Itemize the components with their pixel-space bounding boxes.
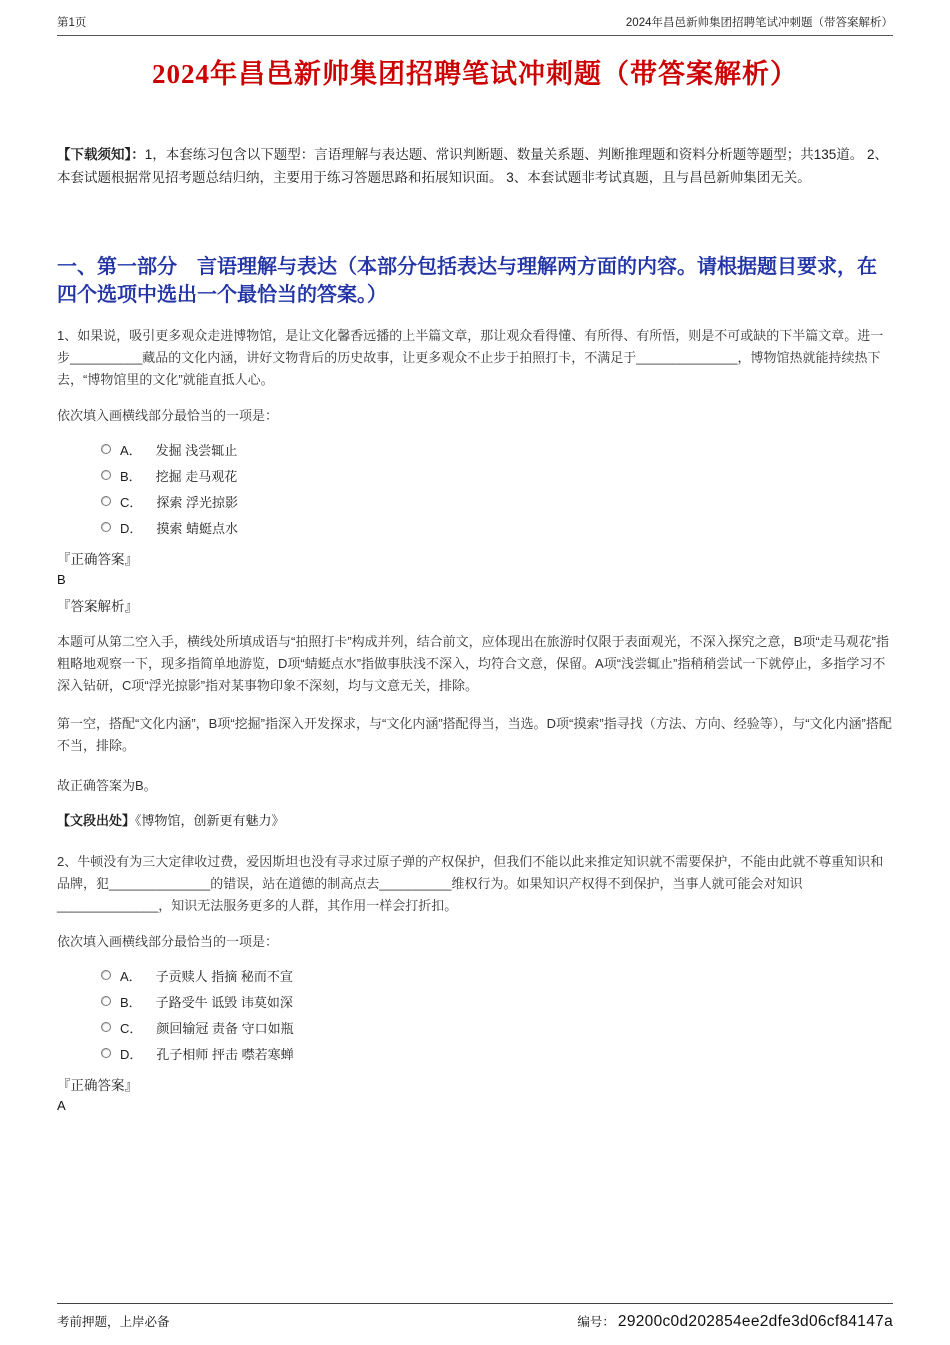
document-title: 2024年昌邑新帅集团招聘笔试冲刺题（带答案解析）	[152, 59, 798, 89]
option-text: 发掘 浅尝辄止	[155, 442, 238, 458]
correct-answer-label: 『正确答案』	[57, 552, 138, 567]
option-list	[57, 962, 893, 1066]
page-number: 第1页	[57, 17, 87, 29]
radio-button[interactable]	[101, 1022, 111, 1032]
option-b	[57, 988, 893, 1014]
question-stem: 1、如果说，吸引更多观众走进博物馆，是让文化馨香远播的上半篇文章，那让观众看得懂、有所得、有所悟，则是不可或缺的下半篇文章。进一步__________藏品的文化内涵，讲好文物背后的历史故事，让更多观众不止步于拍照打卡，不满足于______________，博物馆热就能持续热下去，“博物馆里的文化”就能直抵人心。	[57, 328, 884, 387]
page-header	[57, 0, 893, 36]
footer-code-value: 29200c0d202854ee2dfe3d06cf84147a	[617, 1313, 893, 1330]
option-text: 摸索 蜻蜓点水	[156, 520, 239, 536]
option-d	[57, 1040, 893, 1066]
footer-code	[577, 1312, 893, 1331]
option-d	[57, 514, 893, 540]
option-text: 颜回输冠 责备 守口如瓶	[156, 1020, 294, 1036]
option-a	[57, 436, 893, 462]
source-label: 【文段出处】	[57, 813, 136, 828]
option-letter: A．	[120, 968, 142, 984]
analysis-conclusion: 故正确答案为B。	[57, 778, 157, 793]
question-prompt: 依次填入画横线部分最恰当的一项是：	[57, 934, 279, 949]
header-doc-title: 2024年昌邑新帅集团招聘笔试冲刺题（带答案解析）	[625, 17, 893, 29]
correct-answer-value: A	[57, 1098, 66, 1113]
download-notice-label: 【下载须知】：	[57, 147, 145, 162]
download-notice-body: 1，本套练习包含以下题型：言语理解与表达题、常识判断题、数量关系题、判断推理题和资料分析题等题型；共135道。 2、本套试题根据常见招考题总结归纳，主要用于练习答题思路和拓展知识面。 3、本套试题非考试真题，且与昌邑新帅集团无关。	[57, 147, 889, 185]
radio-button[interactable]	[101, 996, 111, 1006]
option-letter: C．	[120, 494, 143, 510]
footer-slogan: 考前押题，上岸必备	[57, 1315, 170, 1329]
source-line	[57, 810, 893, 829]
radio-button[interactable]	[101, 522, 111, 532]
option-letter: A．	[120, 442, 142, 458]
option-letter: B．	[120, 468, 142, 484]
option-c	[57, 1014, 893, 1040]
correct-answer-value: B	[57, 572, 66, 587]
analysis-paragraph: 第一空，搭配“文化内涵”，B项“挖掘”指深入开发探求，与“文化内涵”搭配得当，当选。D项“摸索”指寻找（方法、方向、经验等），与“文化内涵”搭配不当，排除。	[57, 716, 892, 753]
option-text: 子贡赎人 指摘 秘而不宣	[155, 968, 293, 984]
radio-button[interactable]	[101, 470, 111, 480]
footer-code-label: 编号：	[577, 1315, 615, 1329]
source-text: 《博物馆，创新更有魅力》	[135, 813, 285, 828]
correct-answer-label: 『正确答案』	[57, 1078, 138, 1093]
radio-button[interactable]	[101, 1048, 111, 1058]
radio-button[interactable]	[101, 496, 111, 506]
page-footer	[57, 1303, 893, 1331]
analysis-label: 『答案解析』	[57, 599, 138, 614]
question-2	[57, 851, 893, 1113]
option-list	[57, 436, 893, 540]
option-text: 探索 浮光掠影	[156, 494, 239, 510]
option-b	[57, 462, 893, 488]
section-heading: 一、第一部分 言语理解与表达（本部分包括表达与理解两方面的内容。请根据题目要求，在四个选项中选出一个最恰当的答案。）	[57, 256, 877, 306]
option-letter: C．	[120, 1020, 143, 1036]
option-c	[57, 488, 893, 514]
question-prompt: 依次填入画横线部分最恰当的一项是：	[57, 408, 279, 423]
analysis-paragraph: 本题可从第二空入手，横线处所填成语与“拍照打卡”构成并列，结合前文，应体现出在旅游时仅限于表面观光，不深入探究之意，B项“走马观花”指粗略地观察一下，现多指简单地游览，D项“蜻蜓点水”指做事肤浅不深入，均符合文意，保留。A项“浅尝辄止”指稍稍尝试一下就停止，多指学习不深入钻研，C项“浮光掠影”指对某事物印象不深刻，均与文意无关，排除。	[57, 634, 889, 693]
option-letter: D．	[120, 520, 143, 536]
radio-button[interactable]	[101, 444, 111, 454]
option-text: 挖掘 走马观花	[155, 468, 238, 484]
download-notice	[57, 143, 893, 189]
option-letter: D．	[120, 1046, 143, 1062]
question-stem: 2、牛顿没有为三大定律收过费，爱因斯坦也没有寻求过原子弹的产权保护，但我们不能以此来推定知识就不需要保护，不能由此就不尊重知识和品牌，犯______________的错误，站在道德的制高点去__________维权行为。如果知识产权得不到保护，当事人就可能会对知识______________，知识无法服务更多的人群，其作用一样会打折扣。	[57, 854, 884, 913]
option-text: 子路受牛 诋毁 讳莫如深	[155, 994, 293, 1010]
option-text: 孔子相师 抨击 噤若寒蝉	[156, 1046, 294, 1062]
option-letter: B．	[120, 994, 142, 1010]
radio-button[interactable]	[101, 970, 111, 980]
option-a	[57, 962, 893, 988]
question-1	[57, 325, 893, 829]
